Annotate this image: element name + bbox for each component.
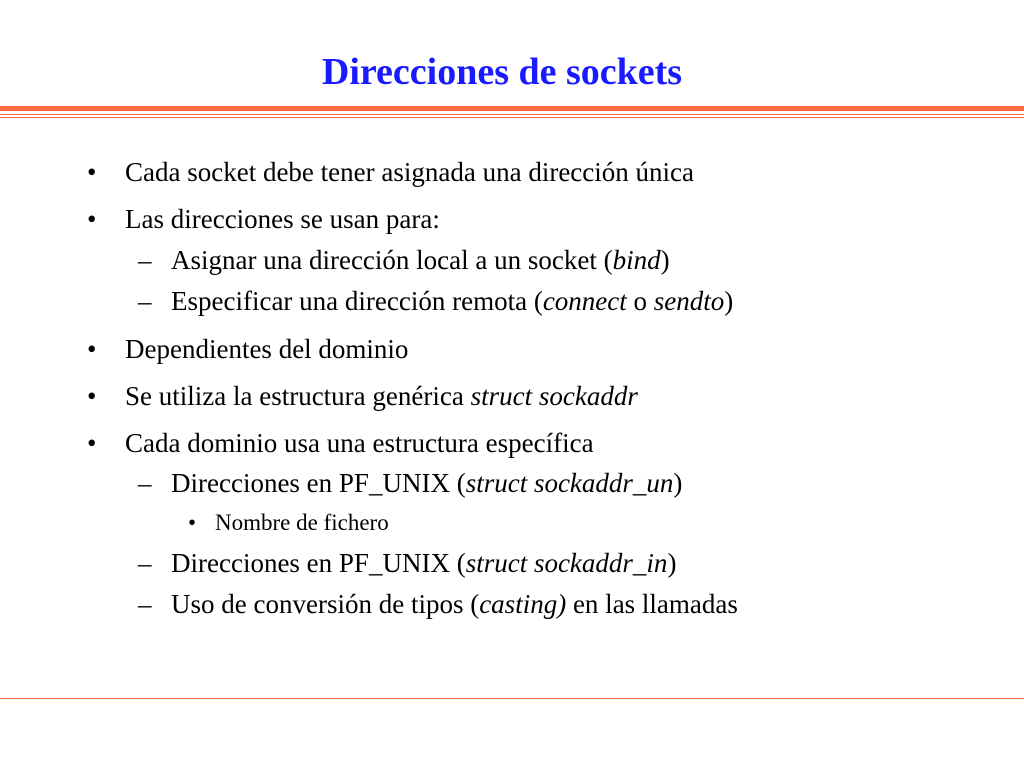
bullet-item xyxy=(87,156,694,188)
item-text: ) xyxy=(724,286,734,316)
item-text: ) xyxy=(673,468,683,498)
item-text: Cada socket debe tener asignada una dirección única xyxy=(125,157,694,187)
bullet-marker: • xyxy=(87,428,97,458)
item-text-italic: sendto xyxy=(653,286,725,316)
slide-title: Direcciones de sockets xyxy=(321,51,683,93)
item-text-italic: casting) xyxy=(479,589,567,619)
item-text-italic: struct sockaddr xyxy=(470,381,638,411)
item-text: Las direcciones se usan para: xyxy=(125,204,440,234)
item-text-italic: struct sockaddr_un xyxy=(465,468,674,498)
title-divider-thin xyxy=(0,117,1024,118)
item-text: ) xyxy=(660,245,670,275)
item-text-italic: struct sockaddr_in xyxy=(465,548,668,578)
item-text: Direcciones en PF_UNIX ( xyxy=(171,548,466,578)
item-text-italic: bind xyxy=(612,245,661,275)
dash-item xyxy=(138,588,738,620)
item-text: Cada dominio usa una estructura específica xyxy=(125,428,594,458)
dash-item xyxy=(138,285,734,317)
item-text: Dependientes del dominio xyxy=(125,334,409,364)
item-text-italic: connect xyxy=(542,286,627,316)
sub-bullet-item xyxy=(188,509,389,537)
item-text: ) xyxy=(667,548,677,578)
item-text: o xyxy=(626,286,654,316)
title-divider-thin xyxy=(0,114,1024,115)
sub-bullet-marker: • xyxy=(188,510,197,535)
dash-marker: – xyxy=(138,589,152,619)
bullet-item xyxy=(87,203,440,235)
item-text: Se utiliza la estructura genérica xyxy=(125,381,471,411)
dash-item xyxy=(138,547,677,579)
dash-marker: – xyxy=(138,245,152,275)
bullet-marker: • xyxy=(87,204,97,234)
item-text: Asignar una dirección local a un socket ( xyxy=(171,245,613,275)
item-text: Nombre de fichero xyxy=(215,510,389,535)
bullet-item xyxy=(87,427,594,459)
bullet-item xyxy=(87,333,409,365)
item-text: Direcciones en PF_UNIX ( xyxy=(171,468,466,498)
dash-item xyxy=(138,244,670,276)
dash-marker: – xyxy=(138,548,152,578)
bullet-marker: • xyxy=(87,334,97,364)
bullet-marker: • xyxy=(87,157,97,187)
item-text: en las llamadas xyxy=(566,589,738,619)
item-text: Uso de conversión de tipos ( xyxy=(171,589,480,619)
item-text: Especificar una dirección remota ( xyxy=(171,286,543,316)
dash-marker: – xyxy=(138,468,152,498)
dash-item xyxy=(138,467,683,499)
title-divider-thick xyxy=(0,106,1024,111)
bullet-item xyxy=(87,380,638,412)
bullet-marker: • xyxy=(87,381,97,411)
footer-divider xyxy=(0,698,1024,699)
dash-marker: – xyxy=(138,286,152,316)
